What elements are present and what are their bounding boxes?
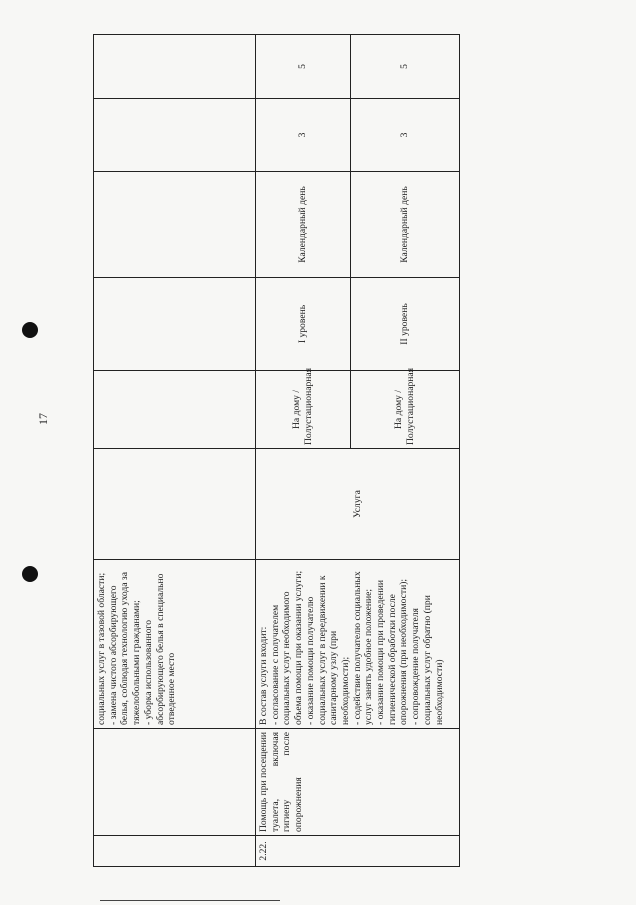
cell-number-empty	[94, 836, 256, 867]
page-number: 17	[36, 413, 50, 425]
cell-service-description	[256, 560, 460, 729]
description-line: - уборка использованного абсорбирующего белья в специально отведенное место	[142, 573, 178, 725]
cell-period: Календарный день	[256, 172, 351, 278]
cell-description-continued	[94, 560, 256, 729]
description-list	[258, 563, 445, 725]
cell-period-empty	[94, 172, 256, 278]
description-line: - оказание помощи получателю социальных услуг в передвижении к санитарному узлу (при необходимости);	[304, 575, 351, 725]
cell-form: На дому / Полустационарная	[256, 371, 351, 449]
table-row-top	[94, 35, 256, 867]
cell-value: 5	[351, 35, 460, 99]
cell-value: 5	[256, 35, 351, 99]
scan-artifact-line	[100, 900, 280, 901]
cell-form-empty	[94, 371, 256, 449]
rotated-table-container	[93, 35, 459, 867]
cell-level: II уровень	[351, 278, 460, 371]
services-table	[93, 34, 460, 867]
description-line: В состав услуги входит:	[258, 626, 269, 725]
binder-hole-top	[22, 322, 38, 338]
binder-hole-bottom	[22, 566, 38, 582]
table-row-service-level-1	[256, 35, 351, 867]
cell-name-empty	[94, 729, 256, 836]
cell-quantity-empty	[94, 99, 256, 172]
cell-quantity: 3	[256, 99, 351, 172]
description-line: - сопровождение получателя социальных услуг обратно (при необходимости)	[410, 595, 445, 725]
cell-level-empty	[94, 278, 256, 371]
cell-unit: Услуга	[256, 449, 460, 560]
description-line: социальных услуг в тазовой области;	[96, 572, 107, 725]
cell-form: На дому / Полустационарная	[351, 371, 460, 449]
cell-service-name: Помощь при посещении туалета, включая гигиену после опорожнения	[256, 729, 460, 836]
cell-period: Календарный день	[351, 172, 460, 278]
cell-value-empty	[94, 35, 256, 99]
description-line: - оказание помощи при проведении гигиенической обработки после опорожнения (при необходимости);	[375, 578, 410, 725]
description-list	[96, 563, 178, 725]
cell-level: I уровень	[256, 278, 351, 371]
description-line: - согласование с получателем социальных услуг необходимого объема помощи при оказании услуги;	[269, 570, 305, 725]
description-line: - замена чистого абсорбирующего белья, соблюдая технологию ухода за тяжелобольными гражданами;	[107, 572, 143, 725]
description-line: - содействие получателю социальных услуг занять удобное положение;	[351, 571, 375, 725]
cell-service-number: 2.22.	[256, 836, 460, 867]
cell-quantity: 3	[351, 99, 460, 172]
cell-unit-empty	[94, 449, 256, 560]
